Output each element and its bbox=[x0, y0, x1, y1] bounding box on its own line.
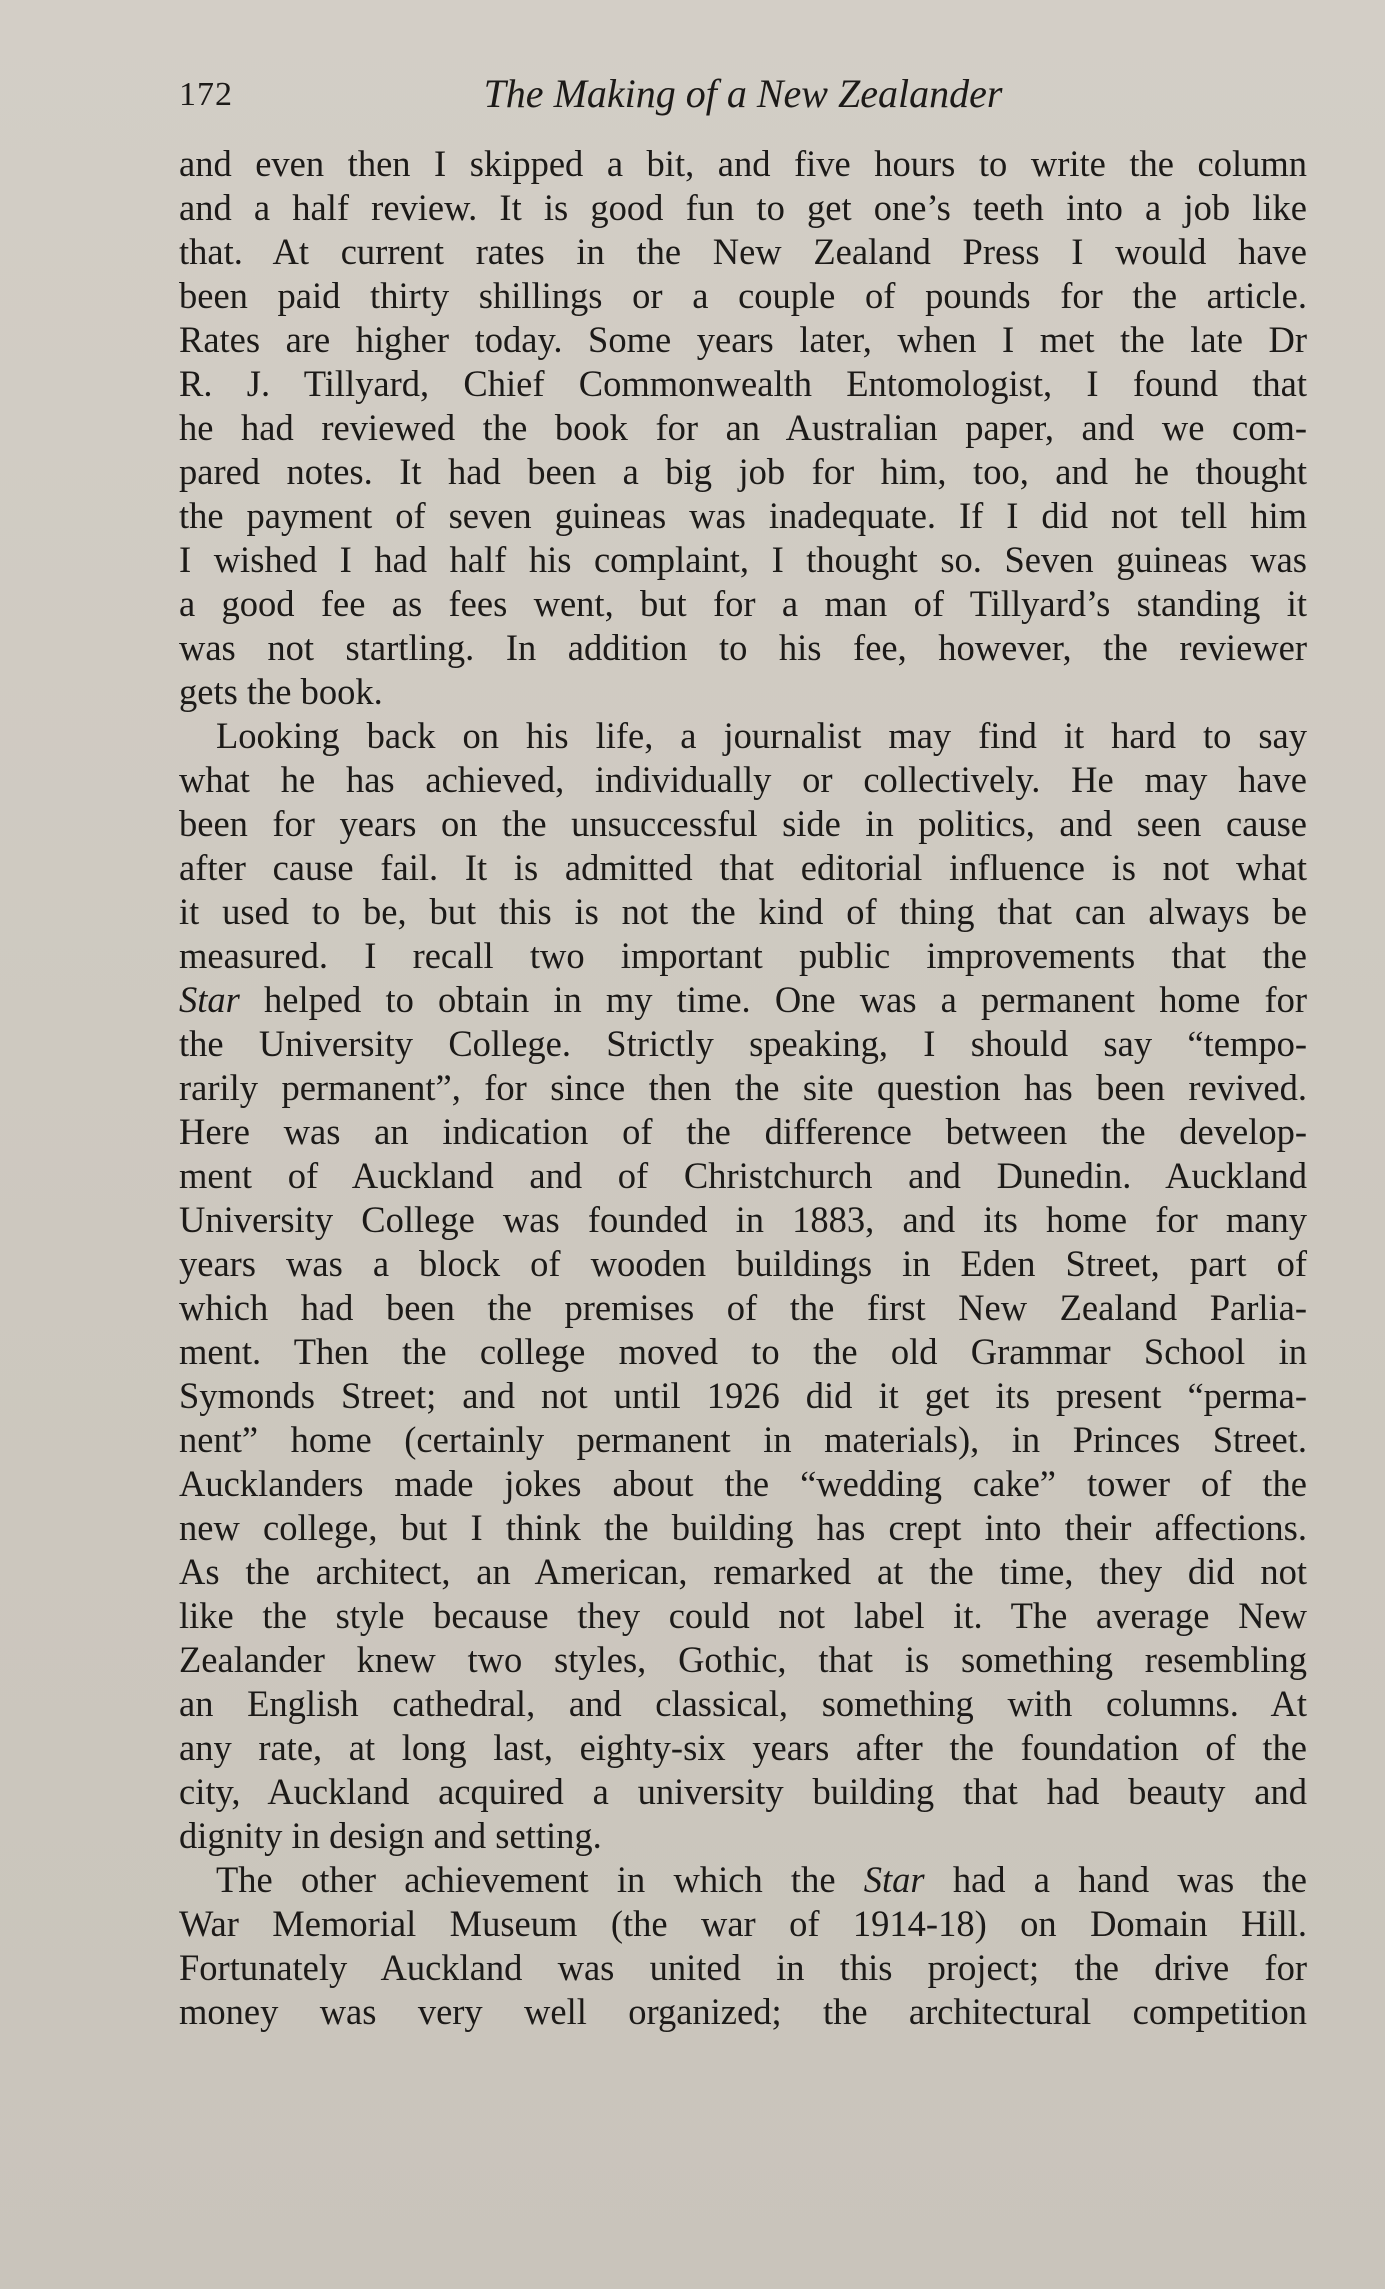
body-text bbox=[179, 142, 1307, 2034]
text-segment: The other achievement in which the bbox=[216, 1859, 836, 1900]
paragraph-end-line: dignity in design and setting. bbox=[179, 1815, 602, 1856]
text-line: Symonds Street; and not until 1926 did it get its present “perma- bbox=[179, 1375, 1307, 1416]
page-number: 172 bbox=[179, 76, 233, 113]
paragraph-start-line: Looking back on his life, a journalist may find it hard to say bbox=[216, 715, 1307, 756]
text-line: what he has achieved, individually or collectively. He may have bbox=[179, 759, 1307, 800]
text-line: ment. Then the college moved to the old Grammar School in bbox=[179, 1331, 1307, 1372]
text-line: War Memorial Museum (the war of 1914-18) on Domain Hill. bbox=[179, 1903, 1307, 1944]
text-line: he had reviewed the book for an Australian paper, and we com- bbox=[179, 407, 1307, 448]
text-line: the payment of seven guineas was inadequate. If I did not tell him bbox=[179, 495, 1307, 536]
text-line: Aucklanders made jokes about the “wedding cake” tower of the bbox=[179, 1463, 1307, 1504]
text-line: and even then I skipped a bit, and five hours to write the column bbox=[179, 143, 1307, 184]
text-line: years was a block of wooden buildings in Eden Street, part of bbox=[179, 1243, 1307, 1284]
text-line: been paid thirty shillings or a couple of pounds for the article. bbox=[179, 275, 1307, 316]
text-line: I wished I had half his complaint, I thought so. Seven guineas was bbox=[179, 539, 1307, 580]
text-line: like the style because they could not label it. The average New bbox=[179, 1595, 1307, 1636]
text-line: and a half review. It is good fun to get one’s teeth into a job like bbox=[179, 187, 1307, 228]
newspaper-name-star: Star bbox=[863, 1859, 925, 1900]
text-line: been for years on the unsuccessful side in politics, and seen cause bbox=[179, 803, 1307, 844]
text-line: University College was founded in 1883, and its home for many bbox=[179, 1199, 1307, 1240]
text-line-star bbox=[179, 978, 1307, 1022]
text-line: city, Auckland acquired a university building that had beauty and bbox=[179, 1771, 1307, 1812]
text-line: it used to be, but this is not the kind of thing that can always be bbox=[179, 891, 1307, 932]
text-line: pared notes. It had been a big job for him, too, and he thought bbox=[179, 451, 1307, 492]
text-line: R. J. Tillyard, Chief Commonwealth Entomologist, I found that bbox=[179, 363, 1307, 404]
text-line: which had been the premises of the first New Zealand Parlia- bbox=[179, 1287, 1307, 1328]
text-line: after cause fail. It is admitted that editorial influence is not what bbox=[179, 847, 1307, 888]
text-line: money was very well organized; the architectural competition bbox=[179, 1991, 1307, 2032]
text-line: Zealander knew two styles, Gothic, that is something resembling bbox=[179, 1639, 1307, 1680]
text-line: that. At current rates in the New Zealand Press I would have bbox=[179, 231, 1307, 272]
text-line: ment of Auckland and of Christchurch and Dunedin. Auckland bbox=[179, 1155, 1307, 1196]
text-line: Rates are higher today. Some years later, when I met the late Dr bbox=[179, 319, 1307, 360]
text-line: rarily permanent”, for since then the site question has been revived. bbox=[179, 1067, 1307, 1108]
text-line: was not startling. In addition to his fee, however, the reviewer bbox=[179, 627, 1307, 668]
paragraph-end-line: gets the book. bbox=[179, 671, 383, 712]
text-line: the University College. Strictly speaking, I should say “tempo- bbox=[179, 1023, 1307, 1064]
text-line: an English cathedral, and classical, something with columns. At bbox=[179, 1683, 1307, 1724]
newspaper-name-star: Star bbox=[179, 979, 240, 1020]
page-header bbox=[179, 66, 1307, 126]
text-line: measured. I recall two important public improvements that the bbox=[179, 935, 1307, 976]
text-line: As the architect, an American, remarked at the time, they did not bbox=[179, 1551, 1307, 1592]
text-line: new college, but I think the building has crept into their affections. bbox=[179, 1507, 1307, 1548]
text-segment: helped to obtain in my time. One was a permanent home for bbox=[264, 979, 1307, 1020]
text-segment: had a hand was the bbox=[952, 1859, 1307, 1900]
text-line: Here was an indication of the difference between the develop- bbox=[179, 1111, 1307, 1152]
running-title: The Making of a New Zealander bbox=[483, 71, 1003, 116]
text-line: a good fee as fees went, but for a man of Tillyard’s standing it bbox=[179, 583, 1307, 624]
text-line: nent” home (certainly permanent in materials), in Princes Street. bbox=[179, 1419, 1307, 1460]
text-line: any rate, at long last, eighty-six years after the foundation of the bbox=[179, 1727, 1307, 1768]
text-line: Fortunately Auckland was united in this project; the drive for bbox=[179, 1947, 1307, 1988]
paragraph-start-line-star bbox=[179, 1858, 1307, 1902]
